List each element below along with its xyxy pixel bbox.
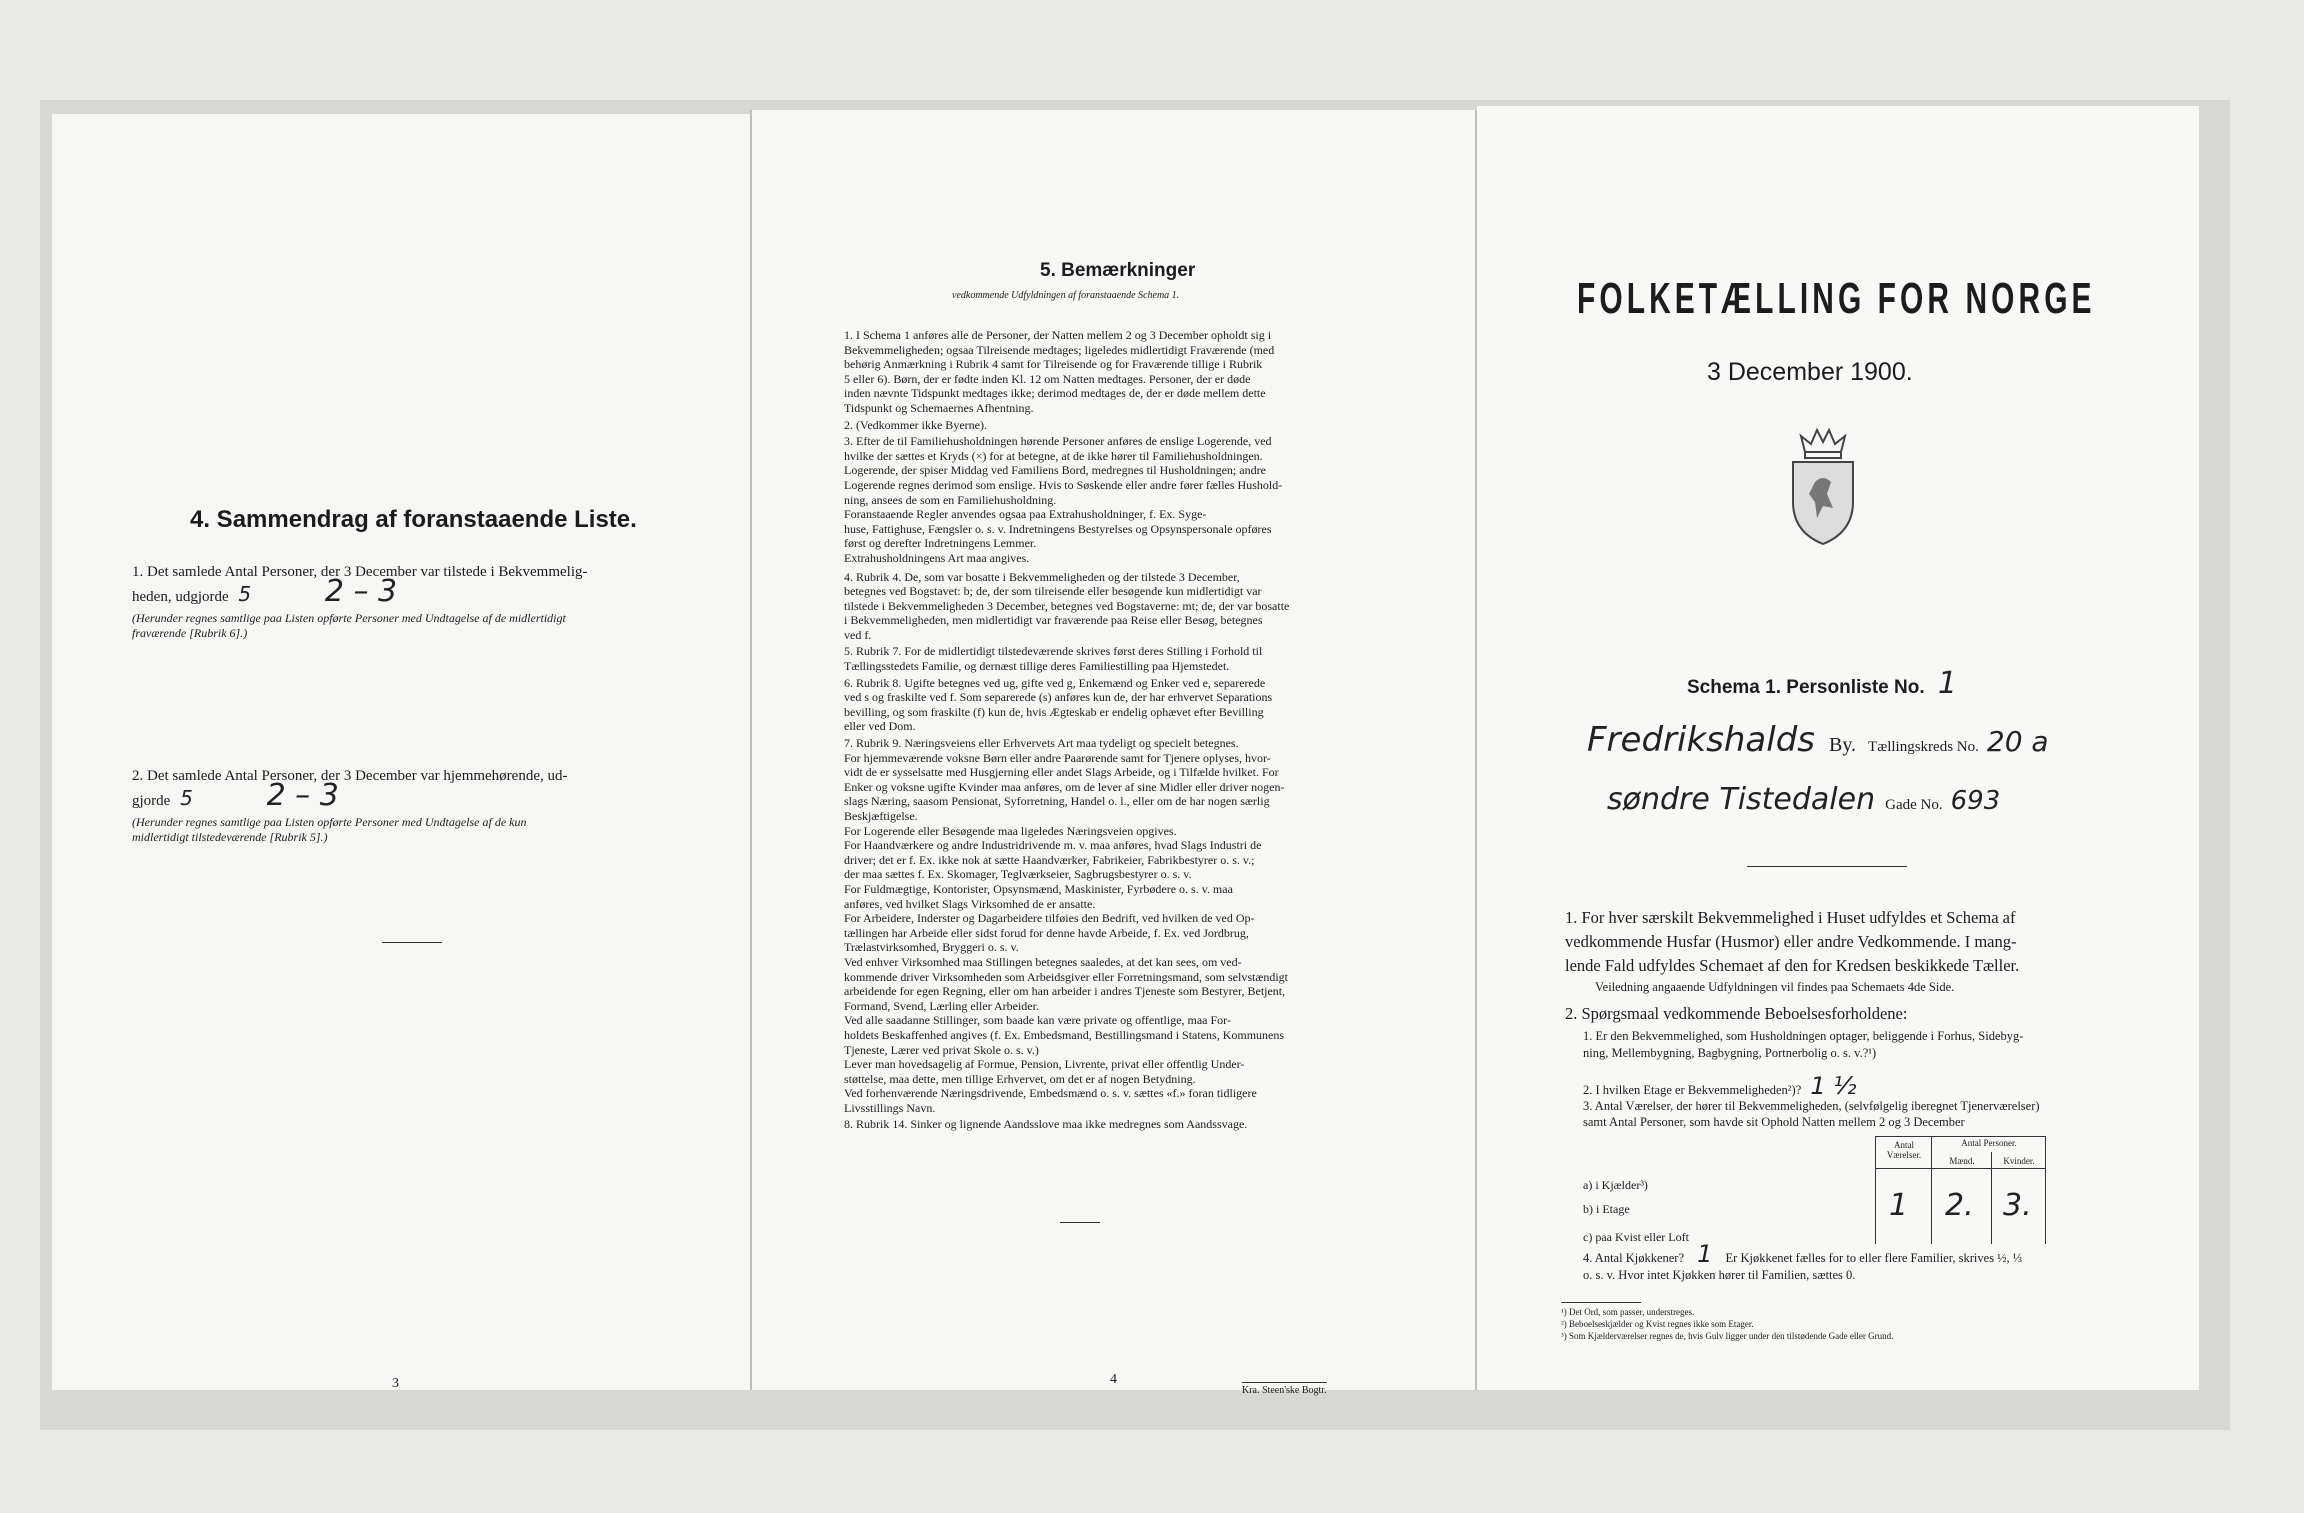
summary-item-1 xyxy=(132,562,732,640)
table-row: b) i Etage 1 2. 3. xyxy=(1583,1188,2032,1223)
schema-number: 1 xyxy=(1937,666,1957,701)
footnotes xyxy=(1561,1306,2181,1342)
location-line-1 xyxy=(1587,720,2187,760)
left-page-number: 3 xyxy=(392,1376,399,1391)
col-vaerelser: Antal Værelser. xyxy=(1886,1140,1922,1160)
street-handwriting: søndre Tistedalen xyxy=(1607,782,1876,817)
remark-6: 6. Rubrik 8. Ugifte betegnes ved ug, gifte ved g, Enkemænd og Enker ved e, separerede ved s og fraskilte ved f. Som separerede (s) anføres kun de, der har erhvervet Separations bevilling, og som fraskilte (f) kun de, hvis Ægteskab er endelig ophævet efter Bevilling eller ved Dom. xyxy=(844,675,1273,734)
instruction-2: 2. Spørgsmaal vedkommende Beboelsesforholdene: xyxy=(1565,1004,1908,1023)
summary-item-2-value: 5 xyxy=(180,786,193,810)
instruction-1-note: Veiledning angaaende Udfyldningen vil findes paa Schemaets 4de Side. xyxy=(1595,980,1955,994)
schema-line xyxy=(1687,666,1957,701)
col-maend: Mænd. xyxy=(1949,1156,1975,1166)
summary-item-2-line-2: gjorde 5 2 – 3 xyxy=(132,778,339,813)
by-label: By. xyxy=(1829,734,1857,756)
table-row: a) i Kjælder³) xyxy=(1583,1178,1648,1192)
summary-item-2-line-1: 2. Det samlede Antal Personer, der 3 December var hjemmehørende, ud- xyxy=(132,768,568,784)
footnote-1: ¹) Det Ord, som passer, understreges. xyxy=(1561,1307,1695,1317)
question-1: 1. Er den Bekvemmelighed, som Husholdningen optager, beliggende i Forhus, Sidebyg- ning, Mellembygning, Bagbygning, Portnerbolig o. s. v.?¹) xyxy=(1583,1029,2024,1060)
footnote-2: ²) Beboelseskjælder og Kvist regnes ikke som Etager. xyxy=(1561,1319,1754,1329)
rooms-table xyxy=(1583,1136,2173,1244)
printer-mark: Kra. Steen'ske Bogtr. xyxy=(1242,1382,1327,1396)
instruction-1: 1. For hver særskilt Bekvemmelighed i Huset udfyldes et Schema af vedkommende Husfar (Husmor) eller andre Vedkommende. I mang- lende Fald udfyldes Schemaet af den for Kredsen beskikkede Tæller. xyxy=(1565,908,2020,975)
gade-handwriting: 693 xyxy=(1950,786,2001,816)
middle-page xyxy=(752,110,1477,1396)
gade-label: Gade No. xyxy=(1885,797,1943,813)
question-2-handwriting: 1 ½ xyxy=(1810,1072,1857,1100)
remarks-subheading: vedkommende Udfyldningen af foranstaaende Schema 1. xyxy=(952,290,1180,301)
ornament-divider xyxy=(1747,866,1907,867)
census-title: FOLKETÆLLING FOR NORGE xyxy=(1577,274,2096,323)
question-4-handwriting: 1 xyxy=(1697,1240,1713,1268)
question-2: 2. I hvilken Etage er Bekvemmeligheden²)? 1 ½ xyxy=(1583,1072,1857,1100)
location-line-2 xyxy=(1607,782,2167,817)
remark-8: 8. Rubrik 14. Sinker og lignende Aandsslove maa ikke medregnes som Aandssvage. xyxy=(844,1117,1248,1132)
footnote-rule xyxy=(1561,1302,1641,1303)
question-4: 4. Antal Kjøkkener? 1 Er Kjøkkenet fælles for to eller flere Familier, skrives ½, ⅓ o. s. v. Hvor intet Kjøkken hører til Familien, sættes 0. xyxy=(1583,1240,2023,1282)
remark-7: 7. Rubrik 9. Næringsveiens eller Erhvervets Art maa tydeligt og specielt betegnes. For hjemmeværende voksne Børn eller andre Paarørende samt for Tjenere oplyses, hvor- vidt de er sysselsatte med Husgjerning eller andet Slags Arbeide, og i Tilfælde hvilket. For Enker og voksne ugifte Kvinder maa anføres, om de lever af sine Midler eller driver nogen- slags Næring, saasom Pensionat, Syforretning, Handel o. l., eller om de har nogen særlig Beskjæftigelse. For Logerende eller Besøgende maa ligeledes Næringsveien opgives. For Haandværkere og andre Industridrivende m. v. maa anføres, hvad Slags Industri de driver; det er f. Ex. ikke nok at sætte Haandværker, Fabrikeier, Fabrikbestyrer o. s. v.; der maa sættes f. Ex. Skomager, Teglværkseier, Sagbrugsbestyrer o. s. v. For Fuldmægtige, Kontorister, Opsynsmænd, Maskinister, Fyrbødere o. s. v. maa anføres, ved hvilket Slags Virksomhed de er ansatte. For Arbeidere, Inderster og Dagarbeidere tilføies den Bedrift, ved hvilken de ved Op- tællingen har Arbeide eller sidst forud for denne havde Arbeide, f. Ex. ved Jordbrug, Trælastvirksomhed, Bryggeri o. s. v. Ved enhver Virksomhed maa Stillingen betegnes saaledes, at det kan sees, om ved- kommende driver Virksomheden som Arbeidsgiver eller Forretningsmand, som selvstændigt arbeidende for egen Regning, eller om han arbeider i andres Tjeneste som Bestyrer, Betjent, Formand, Svend, Lærling eller Arbeider. Ved alle saadanne Stillinger, som baade kan være private og offentlige, maa For- holdets Beskaffenhed angives (f. Ex. Embedsmand, Bestillingsmand i Statens, Kommunens Tjeneste, Lærer ved privat Skole o. s. v.) Lever man hovedsagelig af Formue, Pension, Livrente, privat eller offentlig Under- støttelse, maa dette, men tillige Erhvervet, om det er af nogen Betydning. Ved forhenværende Næringsdrivende, Embedsmænd o. s. v. sættes «f.» foran tidligere Livsstillings Navn. xyxy=(844,736,1288,1115)
rooms-value: 1 xyxy=(1889,1188,1909,1223)
col-kvinder: Kvinder. xyxy=(2003,1156,2035,1166)
table-top-rule xyxy=(1875,1136,2045,1137)
summary-item-1-note: (Herunder regnes samtlige paa Listen opførte Personer med Undtagelse af de midlertidigt fraværende [Rubrik 6].) xyxy=(132,611,566,640)
summary-heading: 4. Sammendrag af foranstaaende Liste. xyxy=(190,506,637,533)
summary-item-2 xyxy=(132,766,732,844)
remark-4: 4. Rubrik 4. De, som var bosatte i Bekvemmeligheden og der tilstede 3 December, betegnes ved Bogstavet: b; de, der som tilreisende eller besøgende kun midlertidigt var tilstede i Bekvemmeligheden 3 December, betegnes ved Bogstaverne: mt; de, der var bosatte i Bekvemmeligheden, men midlertidigt var fraværende paa Reise eller Besøg, betegnes ved f. xyxy=(844,569,1290,642)
men-value: 2. xyxy=(1945,1188,1974,1223)
city-handwriting: Fredrikshalds xyxy=(1587,720,1815,760)
summary-item-2-handwriting: 2 – 3 xyxy=(266,778,339,813)
col-personer: Antal Personer. xyxy=(1961,1138,2017,1148)
kreds-handwriting: 20 a xyxy=(1986,725,2049,758)
summary-item-1-handwriting: 2 – 3 xyxy=(324,574,398,609)
kreds-label: Tællingskreds No. xyxy=(1868,739,1979,755)
summary-item-1-value: 5 xyxy=(238,582,252,606)
schema-label: Schema 1. Personliste No. xyxy=(1687,677,1925,698)
summary-item-2-note: (Herunder regnes samtlige paa Listen opførte Personer med Undtagelse af de kun midlertidigt tilstedeværende [Rubrik 5].) xyxy=(132,815,527,844)
table-header-rule xyxy=(1875,1168,2045,1169)
women-value: 3. xyxy=(2003,1188,2032,1223)
question-3: 3. Antal Værelser, der hører til Bekvemmeligheden, (selvfølgelig iberegnet Tjenerværelser) samt Antal Personer, som havde sit Ophold Natten mellem 2 og 3 December xyxy=(1583,1099,2040,1129)
remark-3: 3. Efter de til Familiehusholdningen hørende Personer anføres de enslige Logerende, ved hvilke der sættes et Kryds (×) for at betegne, at de ikke hører til Familiehusholdningen. Logerende, der spiser Middag ved Familiens Bord, medregnes til Husholdningen; andre Logerende regnes derimod som enslige. Hvis to Søskende eller andre fører fælles Hushold- ning, ansees de som en Familiehusholdning. Foranstaaende Regler anvendes ogsaa paa Extrahusholdninger, f. Ex. Syge- huse, Fattighuse, Fængsler o. s. v. Indretningens Bestyrelses og Opsynspersonale opføres først og derefter Indretningens Lemmer. Extrahusholdningens Art maa angives. xyxy=(844,434,1283,565)
right-page xyxy=(1477,106,2199,1390)
remarks-divider xyxy=(1060,1222,1100,1223)
middle-page-number: 4 xyxy=(1110,1372,1117,1387)
table-row: c) paa Kvist eller Loft xyxy=(1583,1230,1689,1244)
summary-item-1-line-2: heden, udgjorde 5 2 – 3 xyxy=(132,574,398,609)
summary-item-1-line-1: 1. Det samlede Antal Personer, der 3 December var tilstede i Bekvemmelig- xyxy=(132,564,588,580)
footnote-3: ³) Som Kjælderværelser regnes de, hvis Gulv ligger under den tilstødende Gade eller Grund. xyxy=(1561,1331,1894,1341)
remark-2: 2. (Vedkommer ikke Byerne). xyxy=(844,417,987,432)
coat-of-arms-icon xyxy=(1783,422,1863,548)
remark-1: 1. I Schema 1 anføres alle de Personer, der Natten mellem 2 og 3 December opholdt sig i Bekvemmeligheden; ogsaa Tilreisende medtages; ligeledes midlertidigt Fraværende (med behørig Anmærkning i Rubrik 4 samt for Tilreisende og for Fraværende tillige i Rubrik 5 eller 6). Børn, der er fødte inden Kl. 12 om Natten medtages. Personer, der er døde inden nævnte Tidspunkt medtages ikke; derimod medtages de, der er døde mellem dette Tidspunkt og Schemaernes Afhentning. xyxy=(844,328,1275,415)
remark-5: 5. Rubrik 7. For de midlertidigt tilstedeværende skrives først deres Stilling i Forhold til Tællingsstedets Familie, og dernæst tillige deres Familiestilling paa Hjemstedet. xyxy=(844,644,1263,674)
summary-divider xyxy=(382,942,442,943)
question-4-rest: Er Kjøkkenet fælles for to eller flere Familier, skrives ½, ⅓ o. s. v. Hvor intet Kjøkken hører til Familien, sættes 0. xyxy=(1583,1251,2023,1282)
left-page xyxy=(52,114,752,1390)
census-date: 3 December 1900. xyxy=(1707,358,1913,386)
remarks-body xyxy=(844,328,1424,1132)
remarks-heading: 5. Bemærkninger xyxy=(1040,260,1196,281)
